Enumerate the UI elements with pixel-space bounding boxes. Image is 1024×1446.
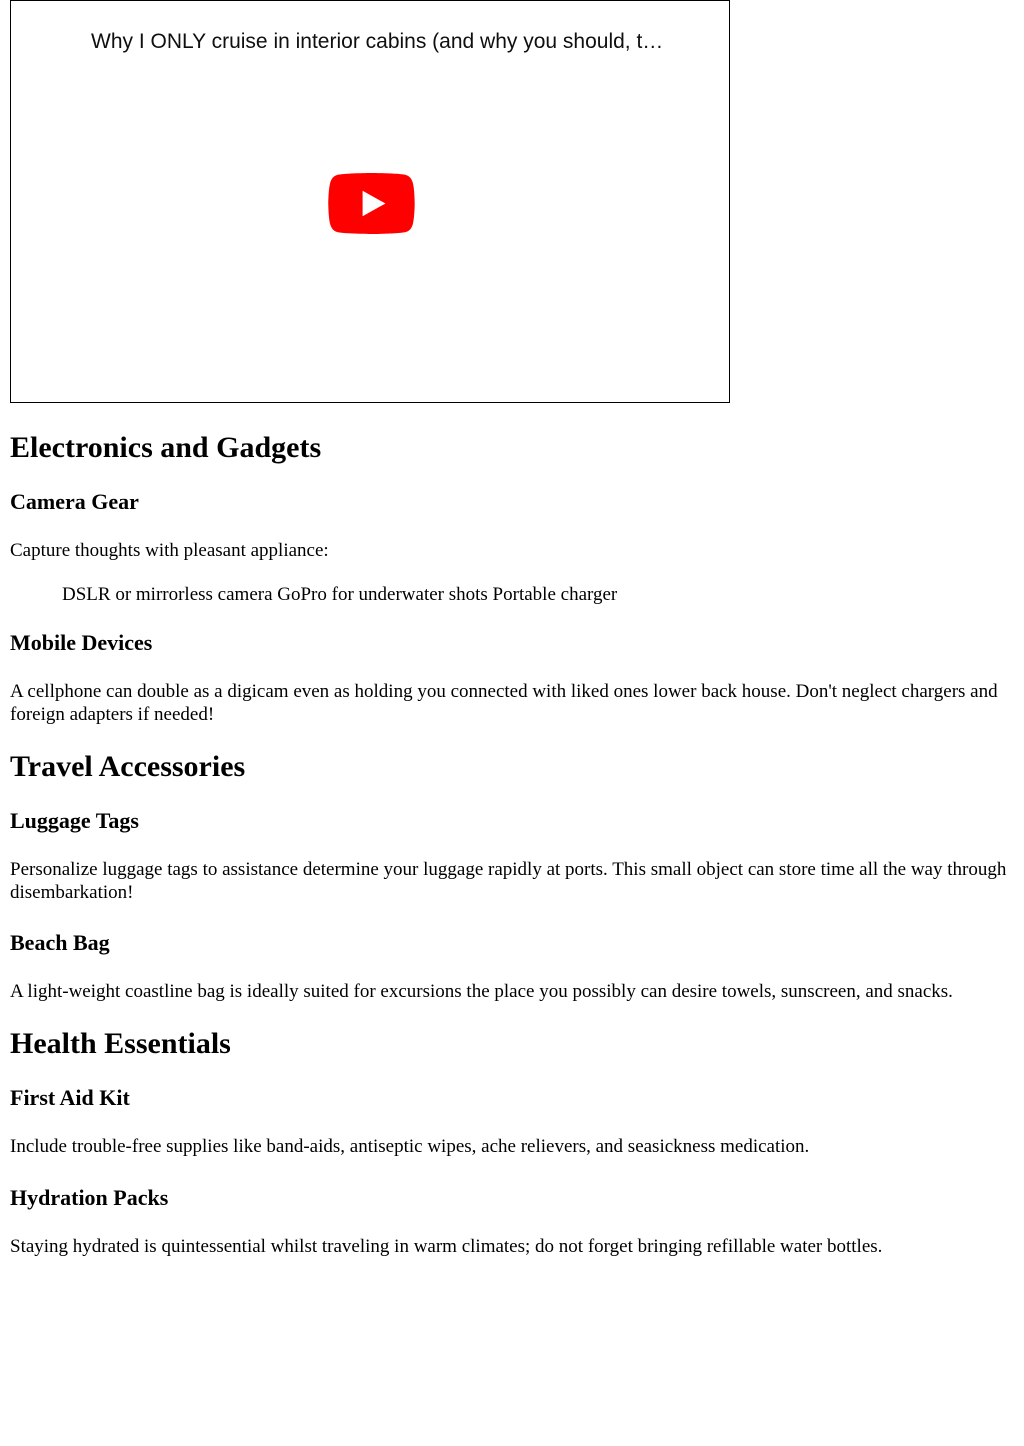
subsection-heading-first-aid-kit: First Aid Kit — [10, 1085, 130, 1110]
camera-gear-list: DSLR or mirrorless camera GoPro for underwater shots Portable charger — [62, 584, 618, 605]
video-embed[interactable] — [10, 0, 730, 403]
hydration-packs-text: Staying hydrated is quintessential whilst traveling in warm climates; do not forget bringing refillable water bottles. — [10, 1236, 883, 1257]
section-heading-health-essentials: Health Essentials — [10, 1027, 231, 1060]
first-aid-kit-text: Include trouble-free supplies like band-aids, antiseptic wipes, ache relievers, and seasickness medication. — [10, 1136, 810, 1157]
subsection-heading-camera-gear: Camera Gear — [10, 489, 139, 514]
subsection-heading-luggage-tags: Luggage Tags — [10, 808, 139, 833]
subsection-heading-hydration-packs: Hydration Packs — [10, 1185, 169, 1210]
video-title[interactable]: Why I ONLY cruise in interior cabins (and why you should, t… — [91, 30, 664, 53]
camera-gear-intro: Capture thoughts with pleasant appliance: — [10, 540, 329, 561]
youtube-play-icon[interactable] — [328, 173, 415, 234]
section-heading-electronics: Electronics and Gadgets — [10, 431, 322, 464]
mobile-devices-text: A cellphone can double as a digicam even as holding you connected with liked ones lower back house. Don't neglect chargers and foreign adapters if needed! — [10, 681, 998, 725]
section-heading-travel-accessories: Travel Accessories — [10, 750, 246, 783]
subsection-heading-mobile-devices: Mobile Devices — [10, 630, 153, 655]
beach-bag-text: A light-weight coastline bag is ideally suited for excursions the place you possibly can desire towels, sunscreen, and snacks. — [10, 981, 953, 1002]
luggage-tags-text: Personalize luggage tags to assistance determine your luggage rapidly at ports. This small object can store time all the way through disembarkation! — [10, 859, 1007, 903]
subsection-heading-beach-bag: Beach Bag — [10, 930, 110, 955]
